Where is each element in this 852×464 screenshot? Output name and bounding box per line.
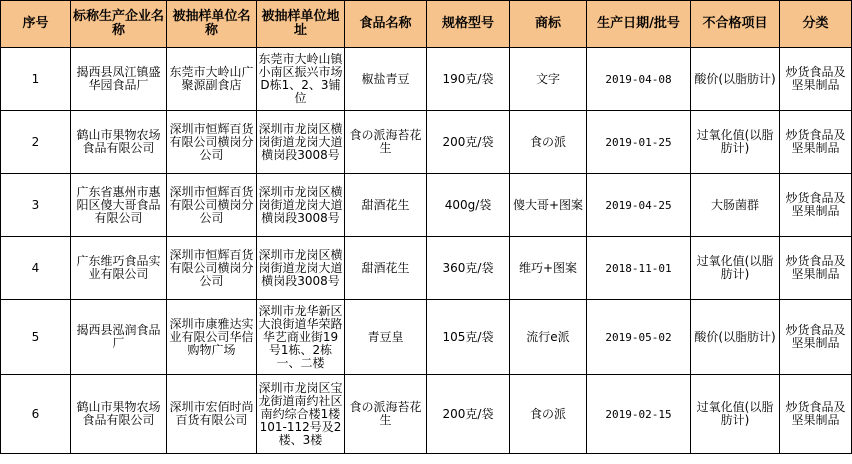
cell-fail-item: 过氧化值(以脂肪计)	[691, 111, 780, 174]
cell-date: 2019-04-25	[587, 174, 691, 237]
header-producer: 标称生产企业名称	[71, 1, 167, 48]
table-row	[1, 300, 852, 375]
header-food: 食品名称	[345, 1, 427, 48]
cell-sampled-unit: 深圳市恒辉百货有限公司横岗分公司	[167, 237, 257, 300]
header-brand: 商标	[510, 1, 587, 48]
cell-address: 深圳市龙岗区横岗街道龙岗大道横岗段3008号	[257, 174, 345, 237]
header-address: 被抽样单位地址	[257, 1, 345, 48]
table-row	[1, 174, 852, 237]
cell-food: 椒盐青豆	[345, 48, 427, 111]
cell-address: 深圳市龙华新区大浪街道华荣路华艺商业街19号1栋、2栋一、二楼	[257, 300, 345, 375]
cell-category: 炒货食品及坚果制品	[780, 375, 852, 454]
cell-sampled-unit: 东莞市大岭山广聚源副食店	[167, 48, 257, 111]
cell-category: 炒货食品及坚果制品	[780, 237, 852, 300]
cell-no: 4	[1, 237, 71, 300]
header-category: 分类	[780, 1, 852, 48]
cell-no: 3	[1, 174, 71, 237]
cell-spec: 360克/袋	[427, 237, 510, 300]
header-no: 序号	[1, 1, 71, 48]
cell-spec: 190克/袋	[427, 48, 510, 111]
cell-category: 炒货食品及坚果制品	[780, 300, 852, 375]
cell-no: 5	[1, 300, 71, 375]
cell-producer: 揭西县凤江镇盛华园食品厂	[71, 48, 167, 111]
cell-producer: 揭西县泓润食品厂	[71, 300, 167, 375]
cell-date: 2019-05-02	[587, 300, 691, 375]
cell-food: 甜酒花生	[345, 237, 427, 300]
cell-address: 东莞市大岭山镇小南区振兴市场D栋1、2、3铺位	[257, 48, 345, 111]
table-row	[1, 48, 852, 111]
cell-date: 2019-01-25	[587, 111, 691, 174]
cell-address: 深圳市龙岗区横岗街道龙岗大道横岗段3008号	[257, 237, 345, 300]
header-sampled-unit: 被抽样单位名称	[167, 1, 257, 48]
table-row	[1, 237, 852, 300]
cell-date: 2019-02-15	[587, 375, 691, 454]
cell-fail-item: 过氧化值(以脂肪计)	[691, 375, 780, 454]
cell-food: 食の派海苔花生	[345, 375, 427, 454]
cell-no: 6	[1, 375, 71, 454]
cell-sampled-unit: 深圳市康雅达实业有限公司华信购物广场	[167, 300, 257, 375]
header-date: 生产日期/批号	[587, 1, 691, 48]
cell-address: 深圳市龙岗区宝龙街道南约社区南约综合楼1楼101-112号及2楼、3楼	[257, 375, 345, 454]
cell-address: 深圳市龙岗区横岗街道龙岗大道横岗段3008号	[257, 111, 345, 174]
cell-category: 炒货食品及坚果制品	[780, 48, 852, 111]
cell-brand: 维巧+图案	[510, 237, 587, 300]
header-fail-item: 不合格项目	[691, 1, 780, 48]
cell-spec: 200克/袋	[427, 111, 510, 174]
header-row	[1, 1, 852, 48]
cell-fail-item: 大肠菌群	[691, 174, 780, 237]
cell-sampled-unit: 深圳市宏佰时尚百货有限公司	[167, 375, 257, 454]
cell-category: 炒货食品及坚果制品	[780, 174, 852, 237]
cell-fail-item: 过氧化值(以脂肪计)	[691, 237, 780, 300]
cell-no: 2	[1, 111, 71, 174]
table-row	[1, 111, 852, 174]
cell-fail-item: 酸价(以脂肪计)	[691, 48, 780, 111]
cell-producer: 广东省惠州市惠阳区傻大哥食品有限公司	[71, 174, 167, 237]
cell-no: 1	[1, 48, 71, 111]
cell-brand: 食の派	[510, 111, 587, 174]
cell-sampled-unit: 深圳市恒辉百货有限公司横岗分公司	[167, 174, 257, 237]
cell-date: 2019-04-08	[587, 48, 691, 111]
cell-food: 青豆皇	[345, 300, 427, 375]
table-row	[1, 375, 852, 454]
cell-brand: 傻大哥+图案	[510, 174, 587, 237]
cell-food: 甜酒花生	[345, 174, 427, 237]
cell-fail-item: 酸价(以脂肪计)	[691, 300, 780, 375]
cell-producer: 广东维巧食品实业有限公司	[71, 237, 167, 300]
cell-brand: 食の派	[510, 375, 587, 454]
cell-spec: 200克/袋	[427, 375, 510, 454]
cell-spec: 400g/袋	[427, 174, 510, 237]
header-spec: 规格型号	[427, 1, 510, 48]
cell-food: 食の派海苔花生	[345, 111, 427, 174]
cell-sampled-unit: 深圳市恒辉百货有限公司横岗分公司	[167, 111, 257, 174]
cell-brand: 文字	[510, 48, 587, 111]
cell-spec: 105克/袋	[427, 300, 510, 375]
cell-date: 2018-11-01	[587, 237, 691, 300]
cell-producer: 鹤山市果物农场食品有限公司	[71, 111, 167, 174]
cell-category: 炒货食品及坚果制品	[780, 111, 852, 174]
cell-producer: 鹤山市果物农场食品有限公司	[71, 375, 167, 454]
cell-brand: 流行e派	[510, 300, 587, 375]
